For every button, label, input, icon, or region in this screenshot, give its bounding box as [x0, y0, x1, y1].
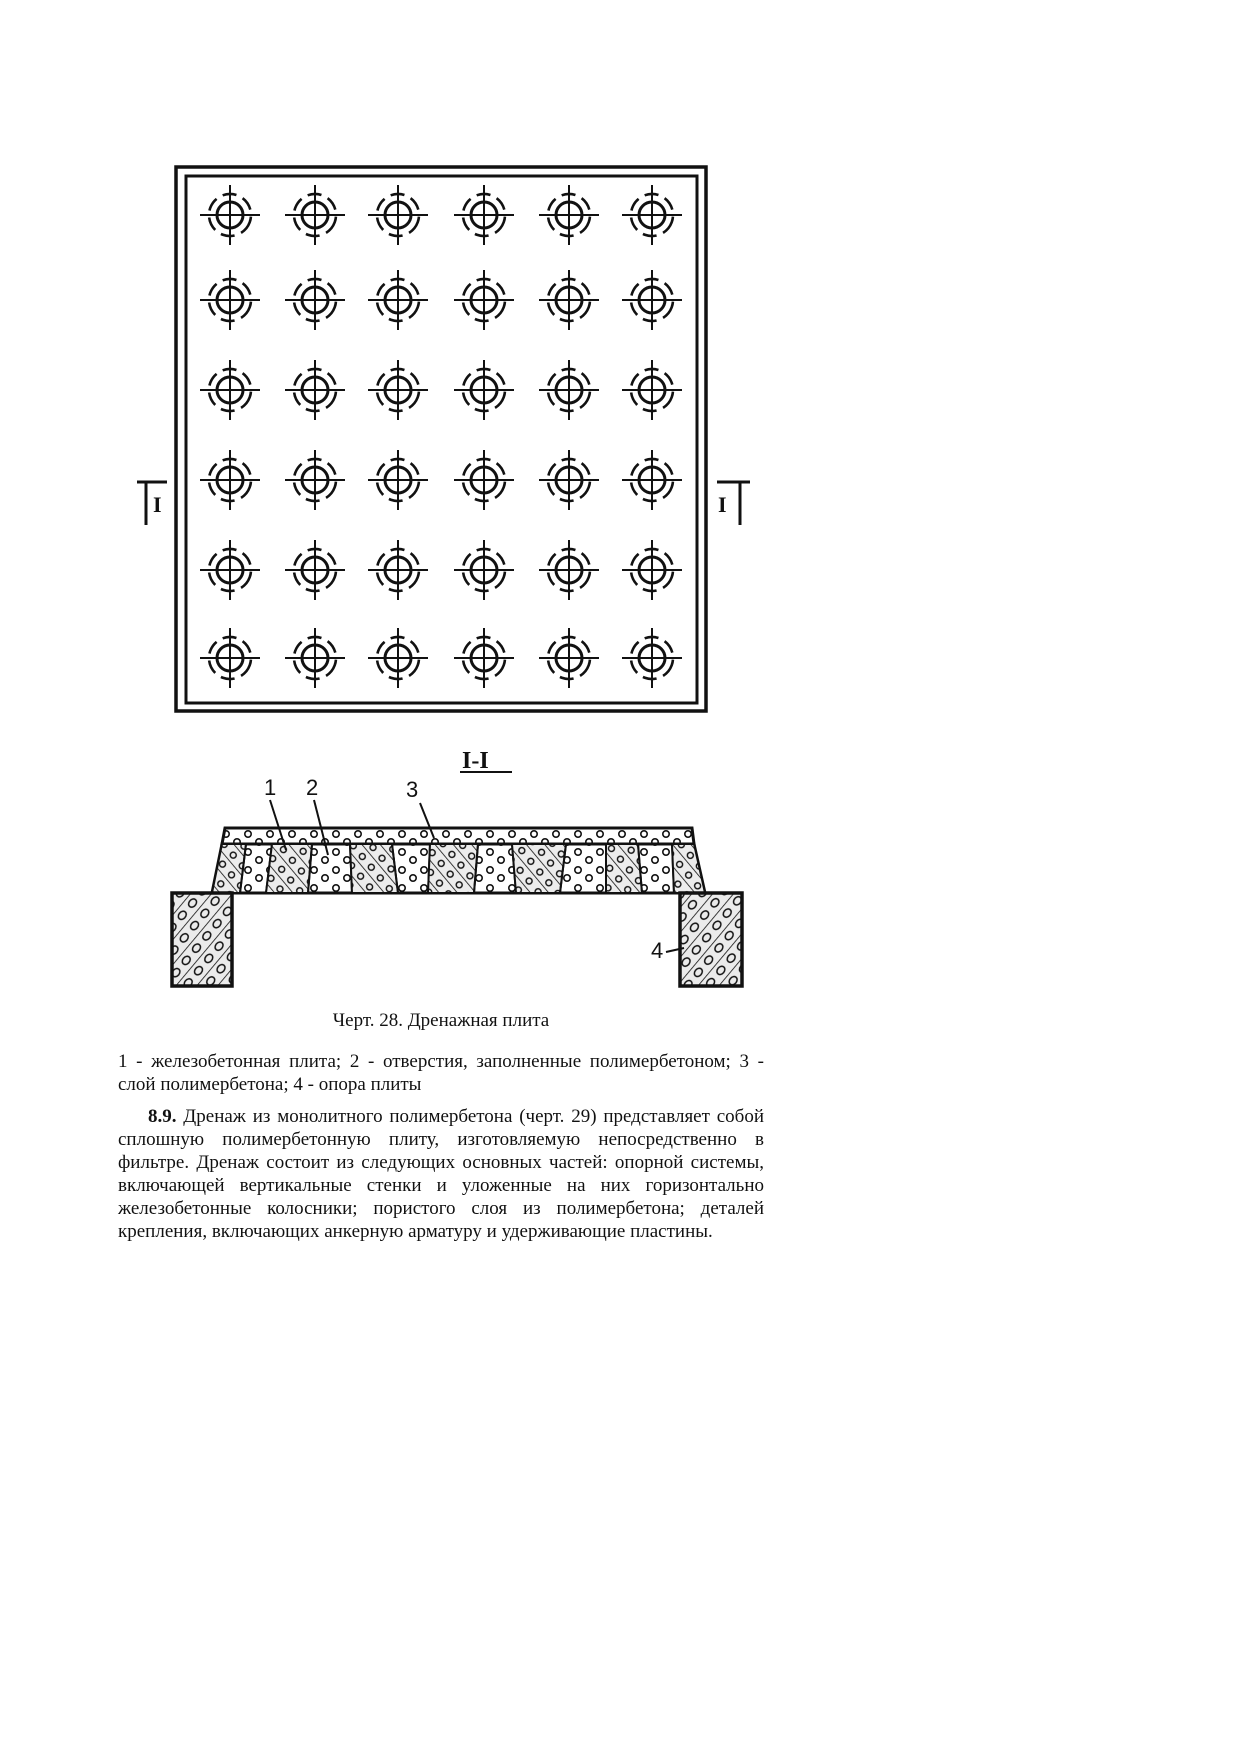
hole-grid — [200, 185, 682, 688]
section-view — [172, 748, 742, 986]
paragraph-text: Дренаж из монолитного полимербетона (черт. 29) представляет собой сплошную полимербетонную плиту, изготовляемую непосредственно в фильтре. Дренаж состоит из следующих основных частей: опорной системы, включающей вертикальные стенки и уложенные на них горизонтально железобетонные колосники; пористого слоя из полимербетона; деталей крепления, включающих анкерную арматуру и удерживающие пластины. — [118, 1106, 764, 1242]
svg-text:I-I: I-I — [462, 748, 489, 774]
svg-text:2: 2 — [306, 775, 319, 800]
svg-text:I: I — [718, 492, 727, 517]
svg-text:1: 1 — [264, 775, 277, 800]
plan-view — [137, 167, 750, 711]
svg-text:4: 4 — [651, 938, 664, 963]
svg-text:3: 3 — [406, 777, 419, 802]
figure-caption: Черт. 28. Дренажная плита — [332, 1010, 550, 1031]
paragraph-8-9 — [118, 1105, 764, 1243]
section-marker-right — [717, 482, 750, 525]
figure-legend: 1 - железобетонная плита; 2 - отверстия, заполненные полимербетоном; 3 - слой полимербетона; 4 - опора плиты — [118, 1051, 764, 1095]
svg-text:I: I — [153, 492, 162, 517]
paragraph-number: 8.9. — [148, 1106, 177, 1127]
section-marker-left — [137, 482, 167, 525]
